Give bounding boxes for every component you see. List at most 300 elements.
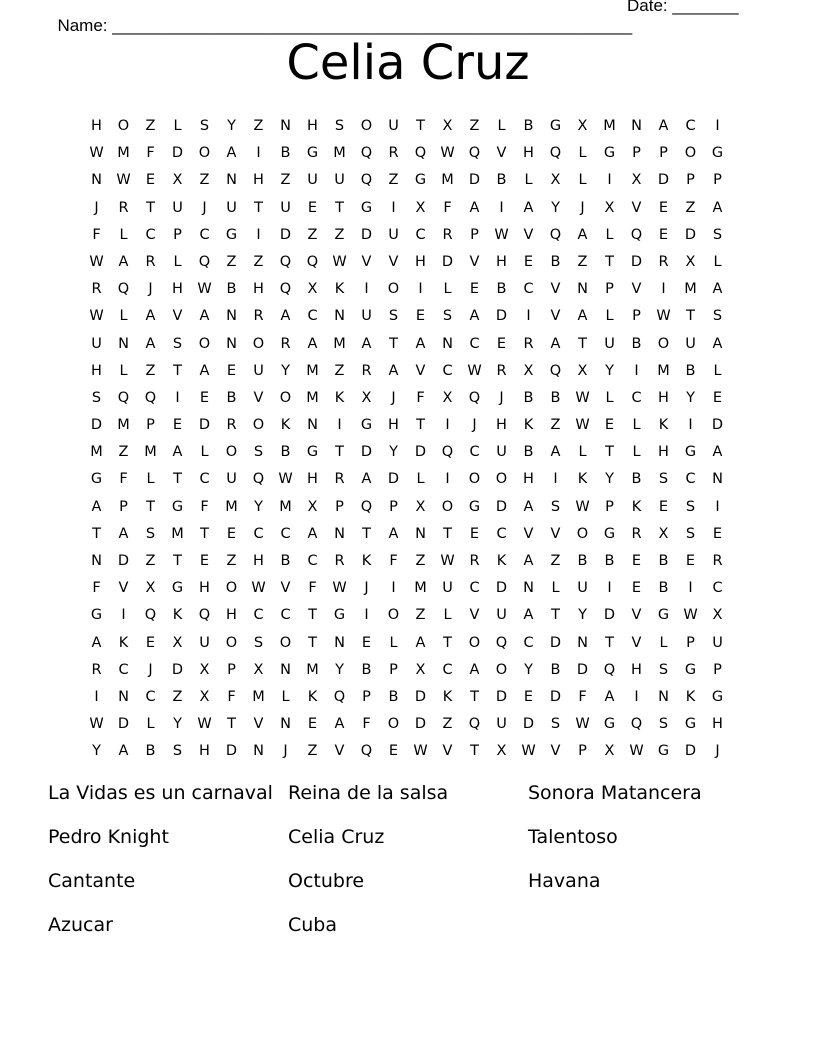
grid-letter[interactable]: D [387, 471, 400, 488]
grid-letter[interactable]: V [550, 525, 561, 542]
grid-letter[interactable]: D [495, 308, 508, 325]
grid-letter[interactable]: B [226, 281, 237, 298]
grid-letter[interactable]: E [199, 389, 210, 406]
grid-letter[interactable]: D [441, 253, 454, 270]
grid-letter[interactable]: M [171, 525, 184, 542]
grid-letter[interactable]: I [634, 362, 639, 379]
grid-letter[interactable]: B [523, 389, 534, 406]
grid-letter[interactable]: J [499, 389, 504, 406]
grid-letter[interactable]: T [605, 634, 614, 651]
grid-letter[interactable]: S [685, 525, 696, 542]
grid-letter[interactable]: I [688, 580, 693, 597]
grid-letter[interactable]: C [199, 226, 210, 243]
grid-letter[interactable]: V [631, 634, 642, 651]
grid-letter[interactable]: B [523, 444, 534, 461]
grid-letter[interactable]: X [172, 634, 183, 651]
grid-letter[interactable]: K [577, 471, 588, 488]
grid-letter[interactable]: O [468, 471, 481, 488]
grid-letter[interactable]: T [605, 253, 614, 270]
grid-letter[interactable]: G [414, 172, 427, 189]
grid-letter[interactable]: W [413, 743, 428, 760]
grid-letter[interactable]: Y [551, 199, 560, 216]
grid-letter[interactable]: J [283, 743, 288, 760]
grid-letter[interactable]: B [145, 743, 156, 760]
grid-letter[interactable]: I [364, 607, 369, 624]
grid-letter[interactable]: M [252, 688, 265, 705]
grid-letter[interactable]: X [415, 498, 426, 515]
grid-letter[interactable]: Z [145, 362, 156, 379]
grid-letter[interactable]: G [171, 580, 184, 597]
grid-letter[interactable]: A [604, 688, 615, 705]
grid-letter[interactable]: S [442, 308, 453, 325]
grid-letter[interactable]: D [414, 444, 427, 461]
grid-letter[interactable]: A [577, 226, 588, 243]
grid-letter[interactable]: T [686, 308, 695, 325]
grid-letter[interactable]: W [89, 308, 104, 325]
grid-letter[interactable]: X [604, 199, 615, 216]
grid-letter[interactable]: X [577, 118, 588, 134]
grid-letter[interactable]: I [688, 417, 693, 434]
grid-letter[interactable]: X [712, 607, 723, 624]
grid-letter[interactable]: L [200, 444, 209, 461]
grid-letter[interactable]: K [442, 688, 453, 705]
grid-letter[interactable]: G [360, 199, 373, 216]
grid-letter[interactable]: P [686, 172, 695, 189]
grid-letter[interactable]: D [576, 661, 589, 678]
grid-letter[interactable]: S [253, 634, 264, 651]
grid-letter[interactable]: D [360, 444, 373, 461]
grid-letter[interactable]: A [658, 118, 669, 134]
grid-letter[interactable]: X [658, 525, 669, 542]
grid-letter[interactable]: R [469, 553, 480, 569]
grid-letter[interactable]: H [631, 661, 642, 678]
grid-letter[interactable]: E [523, 688, 534, 705]
grid-letter[interactable]: T [335, 199, 344, 216]
grid-letter[interactable]: V [253, 389, 264, 406]
grid-letter[interactable]: N [280, 716, 291, 733]
grid-letter[interactable]: E [658, 226, 669, 243]
grid-letter[interactable]: X [523, 362, 534, 379]
grid-letter[interactable]: W [440, 145, 455, 162]
grid-letter[interactable]: O [441, 498, 454, 515]
grid-letter[interactable]: G [90, 607, 103, 624]
grid-letter[interactable]: W [89, 253, 104, 270]
grid-letter[interactable]: G [657, 743, 670, 760]
grid-letter[interactable]: A [712, 199, 723, 216]
grid-letter[interactable]: X [172, 172, 183, 189]
grid-letter[interactable]: L [146, 716, 155, 733]
grid-letter[interactable]: A [523, 607, 534, 624]
grid-letter[interactable]: A [361, 335, 372, 352]
grid-letter[interactable]: C [685, 471, 696, 488]
grid-letter[interactable]: N [415, 525, 426, 542]
grid-letter[interactable]: K [361, 553, 372, 569]
grid-letter[interactable]: M [603, 118, 616, 134]
grid-letter[interactable]: L [632, 417, 641, 434]
grid-letter[interactable]: R [388, 145, 399, 162]
grid-letter[interactable]: B [496, 281, 507, 298]
grid-letter[interactable]: A [361, 471, 372, 488]
grid-letter[interactable]: U [496, 607, 507, 624]
grid-letter[interactable]: O [387, 281, 400, 298]
grid-letter[interactable]: C [469, 580, 480, 597]
grid-letter[interactable]: G [603, 145, 616, 162]
grid-letter[interactable]: P [146, 417, 155, 434]
grid-letter[interactable]: B [658, 553, 669, 569]
grid-letter[interactable]: Z [415, 553, 426, 569]
grid-letter[interactable]: R [523, 335, 534, 352]
grid-letter[interactable]: S [550, 716, 561, 733]
grid-letter[interactable]: K [307, 688, 318, 705]
grid-letter[interactable]: P [632, 145, 641, 162]
grid-letter[interactable]: F [146, 145, 155, 162]
grid-letter[interactable]: R [334, 471, 345, 488]
grid-letter[interactable]: B [658, 580, 669, 597]
grid-letter[interactable]: E [226, 362, 237, 379]
grid-letter[interactable]: I [391, 199, 396, 216]
grid-letter[interactable]: W [494, 226, 509, 243]
grid-letter[interactable]: T [308, 607, 317, 624]
grid-letter[interactable]: I [607, 580, 612, 597]
grid-letter[interactable]: T [470, 688, 479, 705]
grid-letter[interactable]: N [523, 580, 534, 597]
grid-letter[interactable]: J [472, 417, 477, 434]
grid-letter[interactable]: U [253, 362, 264, 379]
grid-letter[interactable]: D [171, 145, 184, 162]
grid-letter[interactable]: B [226, 389, 237, 406]
grid-letter[interactable]: F [200, 498, 209, 515]
grid-letter[interactable]: K [523, 417, 534, 434]
grid-letter[interactable]: U [226, 471, 237, 488]
grid-letter[interactable]: O [225, 580, 238, 597]
grid-letter[interactable]: H [91, 362, 102, 379]
grid-letter[interactable]: C [685, 118, 696, 134]
grid-letter[interactable]: T [200, 525, 209, 542]
grid-letter[interactable]: I [121, 607, 126, 624]
grid-letter[interactable]: B [361, 661, 372, 678]
grid-letter[interactable]: E [631, 553, 642, 569]
grid-letter[interactable]: V [523, 525, 534, 542]
grid-letter[interactable]: D [279, 226, 292, 243]
grid-letter[interactable]: Y [578, 607, 587, 624]
grid-letter[interactable]: D [549, 688, 562, 705]
grid-letter[interactable]: E [658, 498, 669, 515]
grid-letter[interactable]: A [469, 199, 480, 216]
grid-letter[interactable]: C [307, 308, 318, 325]
grid-letter[interactable]: S [550, 498, 561, 515]
grid-letter[interactable]: P [227, 661, 236, 678]
grid-letter[interactable]: I [445, 417, 450, 434]
grid-letter[interactable]: I [364, 281, 369, 298]
grid-letter[interactable]: V [469, 253, 480, 270]
grid-letter[interactable]: X [199, 688, 210, 705]
grid-letter[interactable]: T [416, 417, 425, 434]
grid-letter[interactable]: P [389, 498, 398, 515]
grid-letter[interactable]: K [496, 553, 507, 569]
grid-letter[interactable]: A [118, 743, 129, 760]
grid-letter[interactable]: S [658, 716, 669, 733]
grid-letter[interactable]: E [604, 417, 615, 434]
grid-letter[interactable]: Z [550, 417, 561, 434]
grid-letter[interactable]: W [440, 553, 455, 569]
grid-letter[interactable]: A [523, 199, 534, 216]
grid-letter[interactable]: U [442, 580, 453, 597]
grid-letter[interactable]: I [499, 199, 504, 216]
grid-letter[interactable]: C [631, 389, 642, 406]
grid-letter[interactable]: E [307, 716, 318, 733]
grid-letter[interactable]: F [227, 688, 236, 705]
grid-letter[interactable]: D [414, 716, 427, 733]
grid-letter[interactable]: V [631, 199, 642, 216]
grid-letter[interactable]: C [523, 281, 534, 298]
grid-letter[interactable]: W [575, 716, 590, 733]
grid-letter[interactable]: O [576, 525, 589, 542]
grid-letter[interactable]: Y [335, 661, 344, 678]
grid-letter[interactable]: D [414, 688, 427, 705]
grid-letter[interactable]: E [307, 199, 318, 216]
grid-letter[interactable]: V [631, 607, 642, 624]
grid-letter[interactable]: Q [468, 389, 481, 406]
grid-letter[interactable]: G [360, 417, 373, 434]
grid-letter[interactable]: J [391, 389, 396, 406]
grid-letter[interactable]: C [280, 607, 291, 624]
grid-letter[interactable]: P [632, 308, 641, 325]
grid-letter[interactable]: Y [254, 498, 263, 515]
grid-letter[interactable]: N [658, 688, 669, 705]
grid-letter[interactable]: Q [360, 172, 373, 189]
grid-letter[interactable]: Q [360, 743, 373, 760]
grid-letter[interactable]: B [604, 553, 615, 569]
grid-letter[interactable]: T [227, 716, 236, 733]
grid-letter[interactable]: W [683, 607, 698, 624]
grid-letter[interactable]: Z [307, 743, 318, 760]
grid-letter[interactable]: T [443, 525, 452, 542]
grid-letter[interactable]: T [92, 525, 101, 542]
grid-letter[interactable]: Q [117, 389, 130, 406]
grid-letter[interactable]: P [119, 498, 128, 515]
grid-letter[interactable]: G [684, 716, 697, 733]
grid-letter[interactable]: A [91, 634, 102, 651]
grid-letter[interactable]: L [173, 118, 182, 134]
grid-letter[interactable]: F [92, 580, 101, 597]
grid-letter[interactable]: E [631, 580, 642, 597]
grid-letter[interactable]: H [253, 553, 264, 569]
grid-letter[interactable]: Z [307, 226, 318, 243]
grid-letter[interactable]: W [521, 743, 536, 760]
grid-letter[interactable]: A [415, 335, 426, 352]
grid-letter[interactable]: O [225, 634, 238, 651]
grid-letter[interactable]: B [577, 553, 588, 569]
grid-letter[interactable]: H [253, 172, 264, 189]
grid-letter[interactable]: C [712, 580, 723, 597]
grid-letter[interactable]: P [578, 743, 587, 760]
grid-letter[interactable]: S [199, 118, 210, 134]
grid-letter[interactable]: G [684, 661, 697, 678]
grid-letter[interactable]: V [550, 308, 561, 325]
grid-letter[interactable]: C [469, 335, 480, 352]
grid-letter[interactable]: O [279, 634, 292, 651]
grid-letter[interactable]: C [118, 661, 129, 678]
grid-letter[interactable]: Q [441, 444, 454, 461]
grid-letter[interactable]: J [364, 580, 369, 597]
grid-letter[interactable]: O [495, 471, 508, 488]
grid-letter[interactable]: Q [360, 145, 373, 162]
grid-letter[interactable]: D [495, 498, 508, 515]
grid-letter[interactable]: K [685, 688, 696, 705]
grid-letter[interactable]: Q [279, 253, 292, 270]
grid-letter[interactable]: C [442, 362, 453, 379]
grid-letter[interactable]: U [388, 118, 399, 134]
grid-letter[interactable]: T [146, 498, 155, 515]
grid-letter[interactable]: A [226, 145, 237, 162]
grid-letter[interactable]: W [575, 498, 590, 515]
grid-letter[interactable]: I [607, 172, 612, 189]
grid-letter[interactable]: F [578, 688, 587, 705]
grid-letter[interactable]: Z [469, 118, 480, 134]
grid-letter[interactable]: A [712, 281, 723, 298]
grid-letter[interactable]: V [118, 580, 129, 597]
grid-letter[interactable]: N [91, 553, 102, 569]
grid-letter[interactable]: Q [630, 226, 643, 243]
grid-letter[interactable]: A [307, 335, 318, 352]
grid-letter[interactable]: N [307, 417, 318, 434]
grid-letter[interactable]: L [119, 362, 128, 379]
grid-letter[interactable]: G [171, 498, 184, 515]
grid-letter[interactable]: F [92, 226, 101, 243]
grid-letter[interactable]: W [332, 253, 347, 270]
grid-letter[interactable]: T [173, 362, 182, 379]
grid-letter[interactable]: Q [144, 607, 157, 624]
grid-letter[interactable]: B [388, 688, 399, 705]
grid-letter[interactable]: B [550, 389, 561, 406]
grid-letter[interactable]: I [175, 389, 180, 406]
grid-letter[interactable]: T [308, 634, 317, 651]
grid-letter[interactable]: A [523, 498, 534, 515]
grid-letter[interactable]: Q [414, 145, 427, 162]
grid-letter[interactable]: S [172, 335, 183, 352]
grid-letter[interactable]: O [360, 118, 373, 134]
grid-letter[interactable]: A [172, 444, 183, 461]
grid-letter[interactable]: I [391, 580, 396, 597]
grid-letter[interactable]: Q [279, 281, 292, 298]
grid-letter[interactable]: Q [144, 389, 157, 406]
grid-letter[interactable]: A [388, 362, 399, 379]
grid-letter[interactable]: Z [118, 444, 129, 461]
grid-letter[interactable]: A [469, 661, 480, 678]
grid-letter[interactable]: Q [360, 498, 373, 515]
grid-letter[interactable]: L [173, 253, 182, 270]
grid-letter[interactable]: E [469, 281, 480, 298]
grid-letter[interactable]: R [496, 362, 507, 379]
grid-letter[interactable]: A [712, 335, 723, 352]
grid-letter[interactable]: F [416, 389, 425, 406]
grid-letter[interactable]: T [389, 335, 398, 352]
grid-letter[interactable]: R [334, 553, 345, 569]
grid-letter[interactable]: H [712, 716, 723, 733]
grid-letter[interactable]: V [550, 743, 561, 760]
grid-letter[interactable]: S [91, 389, 102, 406]
grid-letter[interactable]: V [361, 253, 372, 270]
grid-letter[interactable]: L [713, 362, 722, 379]
grid-letter[interactable]: Q [549, 145, 562, 162]
grid-letter[interactable]: C [523, 634, 534, 651]
grid-letter[interactable]: T [551, 607, 560, 624]
grid-letter[interactable]: B [280, 444, 291, 461]
grid-letter[interactable]: O [252, 417, 265, 434]
grid-letter[interactable]: G [603, 525, 616, 542]
grid-letter[interactable]: P [713, 172, 722, 189]
grid-letter[interactable]: X [253, 661, 264, 678]
grid-letter[interactable]: S [388, 308, 399, 325]
grid-letter[interactable]: P [659, 145, 668, 162]
grid-letter[interactable]: V [334, 743, 345, 760]
grid-letter[interactable]: N [577, 634, 588, 651]
grid-letter[interactable]: L [605, 226, 614, 243]
grid-letter[interactable]: X [145, 580, 156, 597]
grid-letter[interactable]: D [468, 172, 481, 189]
grid-letter[interactable]: K [118, 634, 129, 651]
grid-letter[interactable]: A [334, 716, 345, 733]
grid-letter[interactable]: H [658, 389, 669, 406]
grid-letter[interactable]: V [469, 607, 480, 624]
grid-letter[interactable]: X [199, 661, 210, 678]
grid-letter[interactable]: D [684, 226, 697, 243]
grid-letter[interactable]: O [279, 389, 292, 406]
grid-letter[interactable]: X [577, 362, 588, 379]
grid-letter[interactable]: Z [253, 118, 264, 134]
grid-letter[interactable]: L [551, 580, 560, 597]
grid-letter[interactable]: M [657, 362, 670, 379]
grid-letter[interactable]: G [657, 607, 670, 624]
grid-letter[interactable]: A [280, 308, 291, 325]
grid-letter[interactable]: U [685, 335, 696, 352]
grid-letter[interactable]: E [172, 417, 183, 434]
grid-letter[interactable]: A [199, 308, 210, 325]
grid-letter[interactable]: L [389, 634, 398, 651]
grid-letter[interactable]: C [469, 444, 480, 461]
grid-letter[interactable]: O [468, 634, 481, 651]
grid-letter[interactable]: L [119, 308, 128, 325]
grid-letter[interactable]: Z [145, 118, 156, 134]
grid-letter[interactable]: Z [145, 553, 156, 569]
grid-letter[interactable]: G [711, 688, 724, 705]
grid-letter[interactable]: I [526, 308, 531, 325]
grid-letter[interactable]: R [712, 553, 723, 569]
grid-letter[interactable]: F [308, 580, 317, 597]
grid-letter[interactable]: N [334, 634, 345, 651]
grid-letter[interactable]: L [578, 172, 587, 189]
grid-letter[interactable]: T [578, 335, 587, 352]
grid-letter[interactable]: E [388, 743, 399, 760]
grid-letter[interactable]: T [362, 525, 371, 542]
grid-letter[interactable]: L [578, 145, 587, 162]
grid-letter[interactable]: U [226, 199, 237, 216]
grid-letter[interactable]: Q [306, 253, 319, 270]
grid-letter[interactable]: J [148, 281, 153, 298]
grid-letter[interactable]: G [306, 444, 319, 461]
grid-letter[interactable]: L [605, 308, 614, 325]
grid-letter[interactable]: E [361, 634, 372, 651]
grid-letter[interactable]: C [415, 226, 426, 243]
grid-letter[interactable]: S [712, 226, 723, 243]
grid-letter[interactable]: A [145, 335, 156, 352]
grid-letter[interactable]: G [603, 716, 616, 733]
grid-letter[interactable]: B [280, 553, 291, 569]
grid-letter[interactable]: H [307, 118, 318, 134]
grid-letter[interactable]: E [685, 553, 696, 569]
grid-letter[interactable]: M [333, 335, 346, 352]
date-field-label[interactable]: Date: _______ [627, 0, 739, 15]
